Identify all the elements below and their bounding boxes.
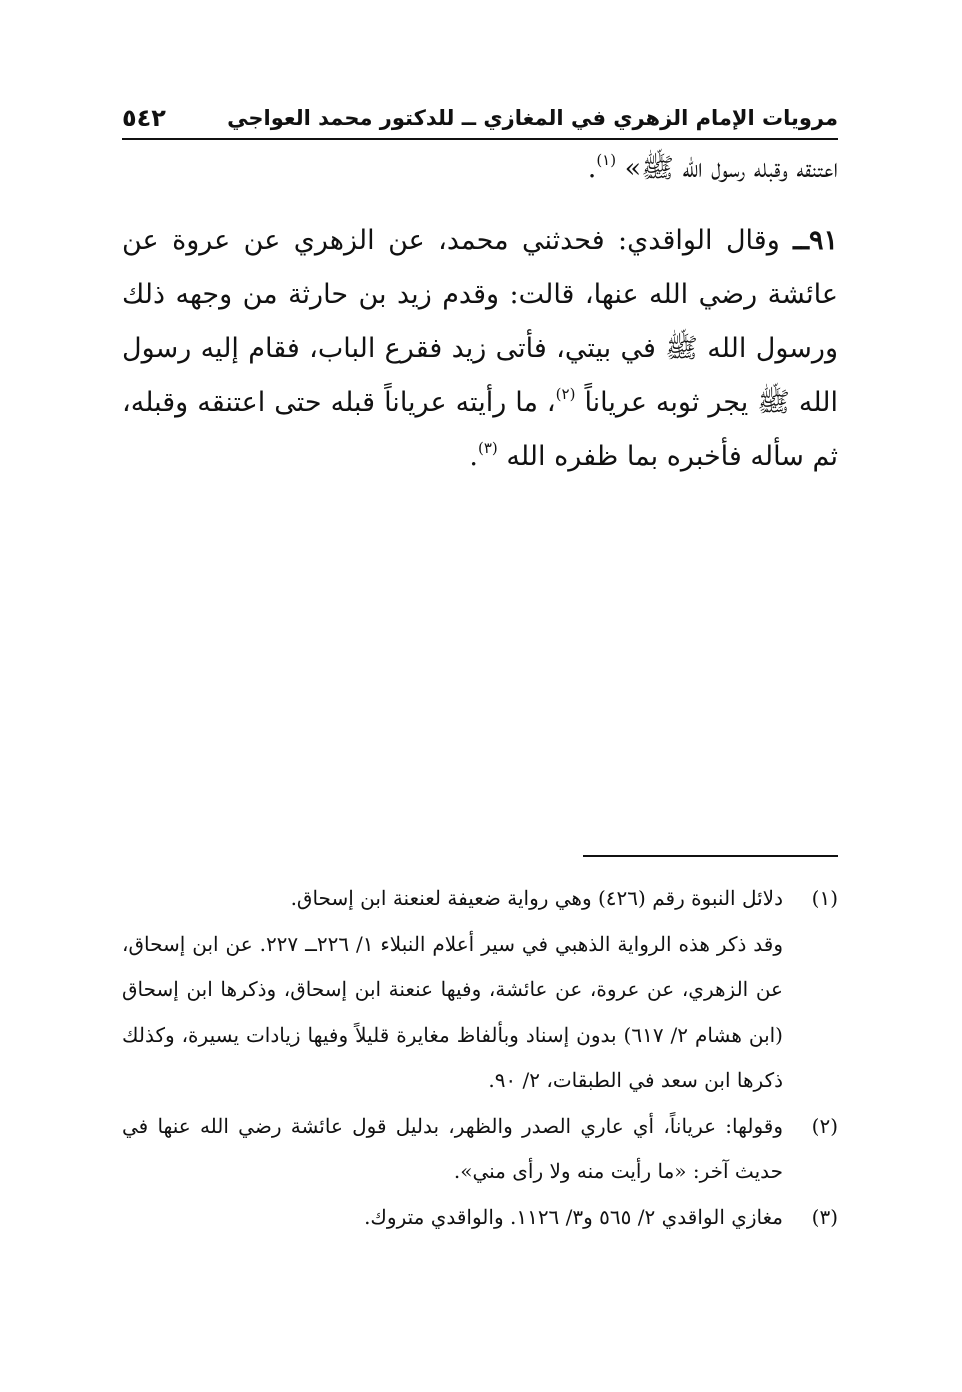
page-number: ٥٤٢ [122,104,166,132]
footnote-text: وقد ذكر هذه الرواية الذهبي في سير أعلام النبلاء ١/ ٢٢٦ــ ٢٢٧. عن ابن إسحاق، عن الزهري، عن عروة، عن عائشة، وفيها عنعنة ابن إسحاق، وذكرها ابن إسحاق (ابن هشام ٢/ ٦١٧) بدون إسناد وبألفاظ مغايرة قليلاً وفيها زيادات يسيرة، وكذلك ذكرها ابن سعد في الطبقات، ٢/ ٩٠. [122,931,784,1092]
continuation-text: اعتنقه وقبله رسول الله ﷺ» [616,153,838,184]
footnote-text: دلائل النبوة رقم (٤٢٦) وهي رواية ضعيفة لعنعنة ابن إسحاق. [290,886,783,910]
main-text [122,142,838,484]
footnote-3 [122,1195,838,1241]
footnote-text: وقولها: عرياناً، أي عاري الصدر والظهر، بدليل قول عائشة رضي الله عنها في حديث آخر: «ما رأيت منه ولا رأى مني». [122,1113,783,1183]
footnote-text: مغازي الواقدي ٢/ ٥٦٥ و٣/ ١١٢٦. والواقدي متروك. [364,1204,783,1229]
narration-end: . [469,441,478,472]
narration-paragraph [122,214,838,484]
footnote-label: (١) [811,886,838,910]
narration-text-1: وقال الواقدي: فحدثني محمد، عن الزهري عن عروة عن عائشة رضي الله عنها، قالت: وقدم زيد بن حارثة من وجهه ذلك ورسول الله ﷺ في بيتي، فأتى زيد فقرع الباب، فقام إليه رسول الله ﷺ يجر ثوبه عرياناً [122,225,838,418]
footnote-label: (٣) [811,1204,838,1229]
footnote-label: (٢) [811,1113,838,1138]
narration-number: ٩١ــ [793,225,838,256]
narration-text-2: ، ما رأيته عرياناً قبله حتى اعتنقه وقبله، ثم سأله فأخبره بما ظفره الله [122,387,838,472]
footnote-separator [583,855,838,857]
continuation-end: . [587,153,597,184]
header-title: مرويات الإمام الزهري في المغازي ــ للدكتور محمد العواجي [227,106,838,130]
footnotes [122,876,838,1240]
continuation-paragraph [122,142,838,196]
footnote-2 [122,1104,838,1195]
footnote-ref-1: (١) [596,151,617,169]
footnote-1 [122,876,838,1104]
footnote-ref-2: (٢) [555,385,576,403]
running-header [122,98,838,140]
footnote-ref-3: (٣) [477,439,498,457]
